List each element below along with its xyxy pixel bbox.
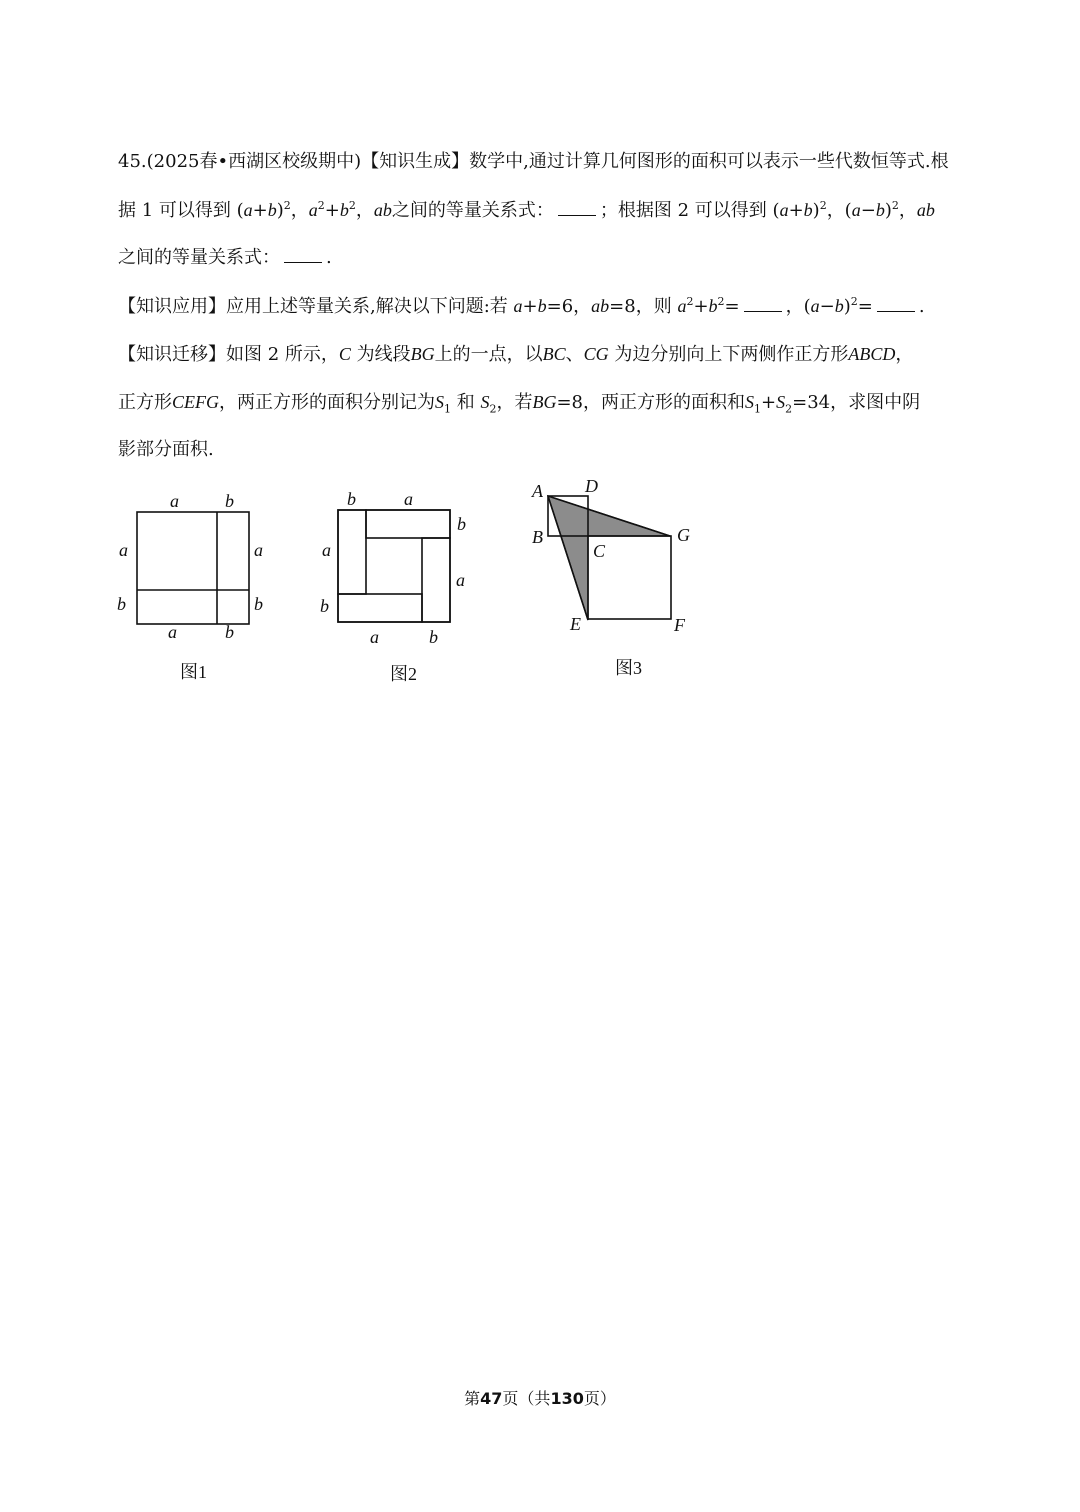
problem-line-1 bbox=[118, 150, 968, 174]
fig1-label: b bbox=[254, 594, 263, 614]
problem-text: 为边分别向上下两侧作正方形 bbox=[614, 344, 849, 365]
fig3-point-label: D bbox=[585, 476, 598, 496]
footer-text: 页（共 bbox=[502, 1389, 551, 1408]
fig3-point-label: E bbox=[570, 614, 581, 634]
problem-line-5: 【知识迁移】如图 2 所示，C 为线段BG上的一点，以BC、CG 为边分别向上下两侧作正方形ABCD， bbox=[118, 344, 914, 365]
answer-blank bbox=[877, 295, 915, 312]
problem-line-6: 正方形CEFG，两正方形的面积分别记为$S_1$ 和 $S_2$，若BG=8，两正方形的面积和$S_1+S_2=34$，求图中阴 bbox=[118, 392, 921, 416]
answer-blank bbox=[284, 246, 322, 263]
fig1-label: a bbox=[119, 540, 128, 560]
page-footer bbox=[0, 1386, 1080, 1409]
problem-text: ，两正方形的面积分别记为 bbox=[219, 392, 435, 413]
problem-text: 之间的等量关系式： bbox=[118, 247, 280, 268]
answer-blank bbox=[558, 199, 596, 216]
problem-text: 应用上述等量关系,解决以下问题:若 bbox=[226, 296, 508, 317]
fig1-outer-square bbox=[137, 512, 249, 624]
fig1-label: b bbox=[225, 622, 234, 638]
fig1-label: b bbox=[225, 491, 234, 511]
problem-text: 之间的等量关系式： bbox=[391, 200, 554, 221]
fig1-label: a bbox=[254, 540, 263, 560]
problem-text: 正方形 bbox=[118, 392, 172, 413]
problem-text: 为线段 bbox=[356, 344, 411, 365]
fig2-rect-bottom bbox=[338, 594, 422, 622]
formula: $(a+b)^2$，$(a-b)^2$，ab bbox=[772, 199, 935, 221]
problem-text: 上的一点，以 bbox=[434, 344, 543, 365]
problem-text: ，若 bbox=[496, 392, 533, 413]
fig2-label: b bbox=[320, 596, 329, 616]
problem-line-3: 之间的等量关系式： . bbox=[118, 247, 332, 268]
current-page-number: 47 bbox=[480, 1389, 503, 1408]
fig3-point-label: C bbox=[593, 541, 606, 561]
total-page-count: 130 bbox=[550, 1389, 584, 1408]
problem-text: 影部分面积. bbox=[118, 439, 214, 460]
fig3-shaded-region bbox=[548, 496, 670, 620]
fig2-label: a bbox=[404, 489, 413, 509]
fig2-outer-square bbox=[338, 510, 450, 622]
fig3-point-label: A bbox=[532, 481, 543, 501]
problem-line-7 bbox=[118, 438, 968, 462]
fig3-caption: 图3 bbox=[615, 658, 642, 678]
problem-text: 据 1 可以得到 bbox=[118, 200, 231, 221]
problem-source: (2025春•西湖区校级期中) bbox=[146, 151, 362, 172]
fig2-rect-left bbox=[338, 510, 366, 594]
fig2-label: a bbox=[322, 540, 331, 560]
answer-blank bbox=[744, 295, 782, 312]
problem-text: 和 bbox=[456, 392, 475, 413]
fig3-point-label: B bbox=[532, 527, 543, 547]
figure-1 bbox=[108, 488, 278, 638]
fig2-rect-top bbox=[366, 510, 450, 538]
formula: a+b=6，ab=8，则 $a^2+b^2=$ bbox=[513, 295, 740, 317]
fig2-label: b bbox=[457, 514, 466, 534]
problem-line-4: 【知识应用】应用上述等量关系,解决以下问题:若 a+b=6，ab=8，则 $a^2+b^2=$ ，$(a-b)^2=$ . bbox=[118, 295, 925, 317]
fig2-label: a bbox=[456, 570, 465, 590]
fig2-caption: 图2 bbox=[390, 664, 417, 684]
figure-3 bbox=[520, 475, 710, 645]
problem-text: 如图 2 所示， bbox=[226, 344, 339, 365]
section-tag-application: 【知识应用】 bbox=[118, 296, 226, 317]
problem-text: ；根据图 2 可以得到 bbox=[599, 200, 767, 221]
footer-text: 页） bbox=[583, 1389, 616, 1408]
fig2-label: a bbox=[370, 627, 379, 647]
fig1-label: a bbox=[168, 622, 177, 638]
fig3-point-label: G bbox=[677, 525, 690, 545]
fig2-label: b bbox=[429, 627, 438, 647]
section-tag-transfer: 【知识迁移】 bbox=[118, 344, 226, 365]
problem-line-2 bbox=[118, 198, 968, 223]
fig3-point-label: F bbox=[674, 615, 685, 635]
footer-text: 第 bbox=[464, 1389, 481, 1408]
fig1-label: a bbox=[170, 491, 179, 511]
fig2-label: b bbox=[347, 489, 356, 509]
problem-text: ，两正方形的面积和 bbox=[583, 392, 746, 413]
fig1-caption: 图1 bbox=[180, 662, 207, 682]
section-tag-generation: 【知识生成】 bbox=[361, 151, 470, 172]
problem-text: 数学中,通过计算几何图形的面积可以表示一些代数恒等式.根 bbox=[469, 151, 949, 172]
figure-2 bbox=[310, 488, 480, 648]
problem-text: ，求图中阴 bbox=[830, 392, 921, 413]
problem-number: 45. bbox=[118, 151, 147, 172]
problem-text: 、 bbox=[565, 344, 584, 365]
formula: $(a+b)^2$，$a^2+b^2$，ab bbox=[236, 199, 392, 221]
formula: $(a-b)^2=$ bbox=[803, 295, 873, 317]
fig2-rect-right bbox=[422, 538, 450, 622]
fig1-label: b bbox=[117, 594, 126, 614]
